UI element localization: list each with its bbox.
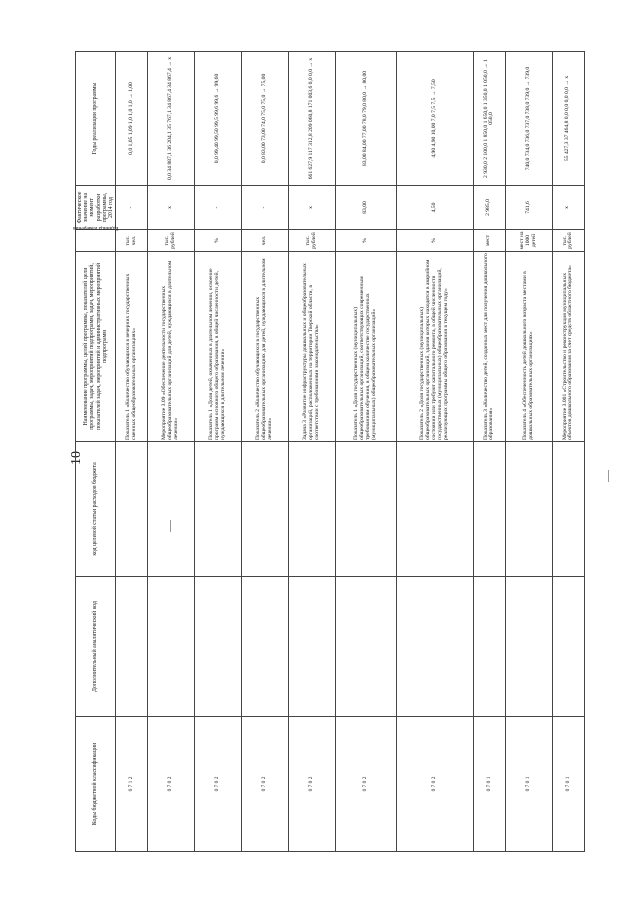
table-row — [288, 52, 335, 852]
row-name: Мероприятие 3.001 «Строительство и реконструкция муниципальных объектов дошкольного образования за счет средств областного бюджета» — [552, 252, 584, 442]
row-unit: % — [194, 230, 241, 252]
table-row — [473, 52, 505, 852]
row-code: 0 7 0 2 — [288, 717, 335, 852]
row-name: Показатель 1 «Доля государственных (муниципальных) общеобразовательных организаций, соответствующих современным требованиям обучения, в общем количестве государственных (муниципальных) общеобразовательных организаций» — [335, 252, 397, 442]
row-code: 0 7 0 2 — [194, 717, 241, 852]
row-unit: тыс. рублей — [288, 230, 335, 252]
table-row — [397, 52, 473, 852]
target-code — [335, 442, 397, 577]
years-group-header: Годы реализации программы — [76, 52, 116, 186]
row-base: x — [288, 186, 335, 230]
row-name: Показатель 2 «Количество обучающихся в государственных общеобразовательных организациях для детей, нуждающихся в длительном лечении» — [241, 252, 288, 442]
crop-mark — [608, 470, 609, 482]
program-code — [241, 577, 288, 717]
row-base: 83,00 — [335, 186, 397, 230]
row-base: x — [148, 186, 195, 230]
row-year-values: 83,00 84,00 77,00 78,0 79,0 80,0 → 80,00 — [335, 52, 397, 186]
program-code — [288, 577, 335, 717]
row-year-values: 0,0 1,05 1,09 1,0 1,0 1,0 → 1,00 — [116, 52, 148, 186]
row-code: 0 7 0 1 — [552, 717, 584, 852]
row-base: 741,6 — [505, 186, 552, 230]
target-code — [148, 442, 195, 577]
row-code: 0 7 0 2 — [335, 717, 397, 852]
row-code: 0 7 0 2 — [241, 717, 288, 852]
row-name: Показатель 4 «Обеспеченность детей дошкольного возраста местами в дошкольных образовательных организациях» — [505, 252, 552, 442]
row-year-values: 661 627,9 117 312,8 209 060,8 171 003,6 0,0 0,0 → x — [288, 52, 335, 186]
table-row — [241, 52, 288, 852]
row-unit: мест на 1000 детей — [505, 230, 552, 252]
row-name: Задача 3 «Развитие инфраструктуры дошкольных и общеобразовательных организаций, расположенных на территории Тверской области, в соответствии с требованиями законодательства» — [288, 252, 335, 442]
table-row — [148, 52, 195, 852]
row-base: - — [241, 186, 288, 230]
row-year-values: 0,0 99,40 99,50 99,5 99,6 99,6 → 99,60 — [194, 52, 241, 186]
row-unit: чел. — [241, 230, 288, 252]
row-name: Показатель 1 «Доля детей, охваченных в длительном лечении, освоение программ основного общего образования, в общей численности детей, нуждающихся в длительном лечении» — [194, 252, 241, 442]
row-name: Показатель 1 «Количество обучающихся в вечерних государственных сменных общеобразовательных организациях» — [116, 252, 148, 442]
target-code-header: код целевой статьи расходов бюджета — [76, 442, 116, 577]
row-year-values: 740,0 734,0 736,0 737,0 738,0 739,0 → 739,0 — [505, 52, 552, 186]
row-year-values: 0,0 34 887,1 36 204,1 35 767,1 34 867,4 34 867,4 → x — [148, 52, 195, 186]
row-year-values: 2 930,0 2 100,0 1 850,0 1 650,0 1 350,0 1 050,0 → 1 050,0 — [473, 52, 505, 186]
row-base: - — [194, 186, 241, 230]
row-code: 0 7 0 1 — [473, 717, 505, 852]
row-unit: тыс. чел. — [116, 230, 148, 252]
program-code — [473, 577, 505, 717]
row-base: 4,50 — [397, 186, 473, 230]
target-code — [194, 442, 241, 577]
row-year-values: 0,0 83,00 73,00 74,0 75,0 75,0 → 75,00 — [241, 52, 288, 186]
base-header: Фактическое значение на момент разработки программы, 2014 год — [76, 186, 116, 230]
row-code: 0 7 0 2 — [397, 717, 473, 852]
crop-mark — [170, 520, 171, 532]
program-table — [75, 51, 585, 852]
row-code: 0 7 0 2 — [148, 717, 195, 852]
program-code — [116, 577, 148, 717]
table-row — [116, 52, 148, 852]
row-code: 0 7 0 1 — [505, 717, 552, 852]
row-year-values: 4,90 4,90 10,00 7,0 7,5 7,5 → 7,50 — [397, 52, 473, 186]
table-row — [505, 52, 552, 852]
analytic-code-header: Дополнительный аналитический код — [76, 577, 116, 717]
row-name: Мероприятие 3.09 «Обеспечение деятельности государственных общеобразовательных организаций для детей, нуждающихся в длительном лечении» — [148, 252, 195, 442]
target-code — [241, 442, 288, 577]
table-row — [552, 52, 584, 852]
program-code — [148, 577, 195, 717]
row-code: 0 7 1 2 — [116, 717, 148, 852]
row-base: x — [552, 186, 584, 230]
name-header: Наименование программы, целей программы, показателей цели программы, задач, мероприятий подпрограмм, задач, мероприятий, показателей задач, мероприятий и административных мероприятий подпрограмм — [76, 252, 116, 442]
target-code — [473, 442, 505, 577]
target-code — [397, 442, 473, 577]
program-code — [194, 577, 241, 717]
program-code — [505, 577, 552, 717]
row-unit: % — [335, 230, 397, 252]
program-code — [552, 577, 584, 717]
target-code — [552, 442, 584, 577]
row-year-values: 55 427,3 37 464,8 0,0 0,0 0,0 0,0 → x — [552, 52, 584, 186]
row-name: Показатель 3 «Количество детей, созданных мест для получения дошкольного образования» — [473, 252, 505, 442]
row-base: - — [116, 186, 148, 230]
row-base: 2 985,0 — [473, 186, 505, 230]
program-code — [335, 577, 397, 717]
target-code — [505, 442, 552, 577]
table-row — [194, 52, 241, 852]
row-name: Показатель 2 «Доля государственных (муниципальных) общеобразовательных организаций, здания которых находятся в аварийном состоянии или требуют капитального ремонта, в общей численности государственных (муниципальных) общеобразовательных организаций, реализующих программы общего образования в текущем году» — [397, 252, 473, 442]
unit-header: Единица измерения — [76, 230, 116, 252]
row-unit: тыс. рублей — [148, 230, 195, 252]
row-unit: мест — [473, 230, 505, 252]
budget-classification-header: Коды бюджетной классификации — [76, 717, 116, 852]
program-code — [397, 577, 473, 717]
row-unit: тыс. рублей — [552, 230, 584, 252]
page-number: 10 — [69, 451, 84, 465]
target-code — [288, 442, 335, 577]
table-row — [335, 52, 397, 852]
row-unit: % — [397, 230, 473, 252]
target-code — [116, 442, 148, 577]
rotated-table-container — [75, 52, 585, 852]
